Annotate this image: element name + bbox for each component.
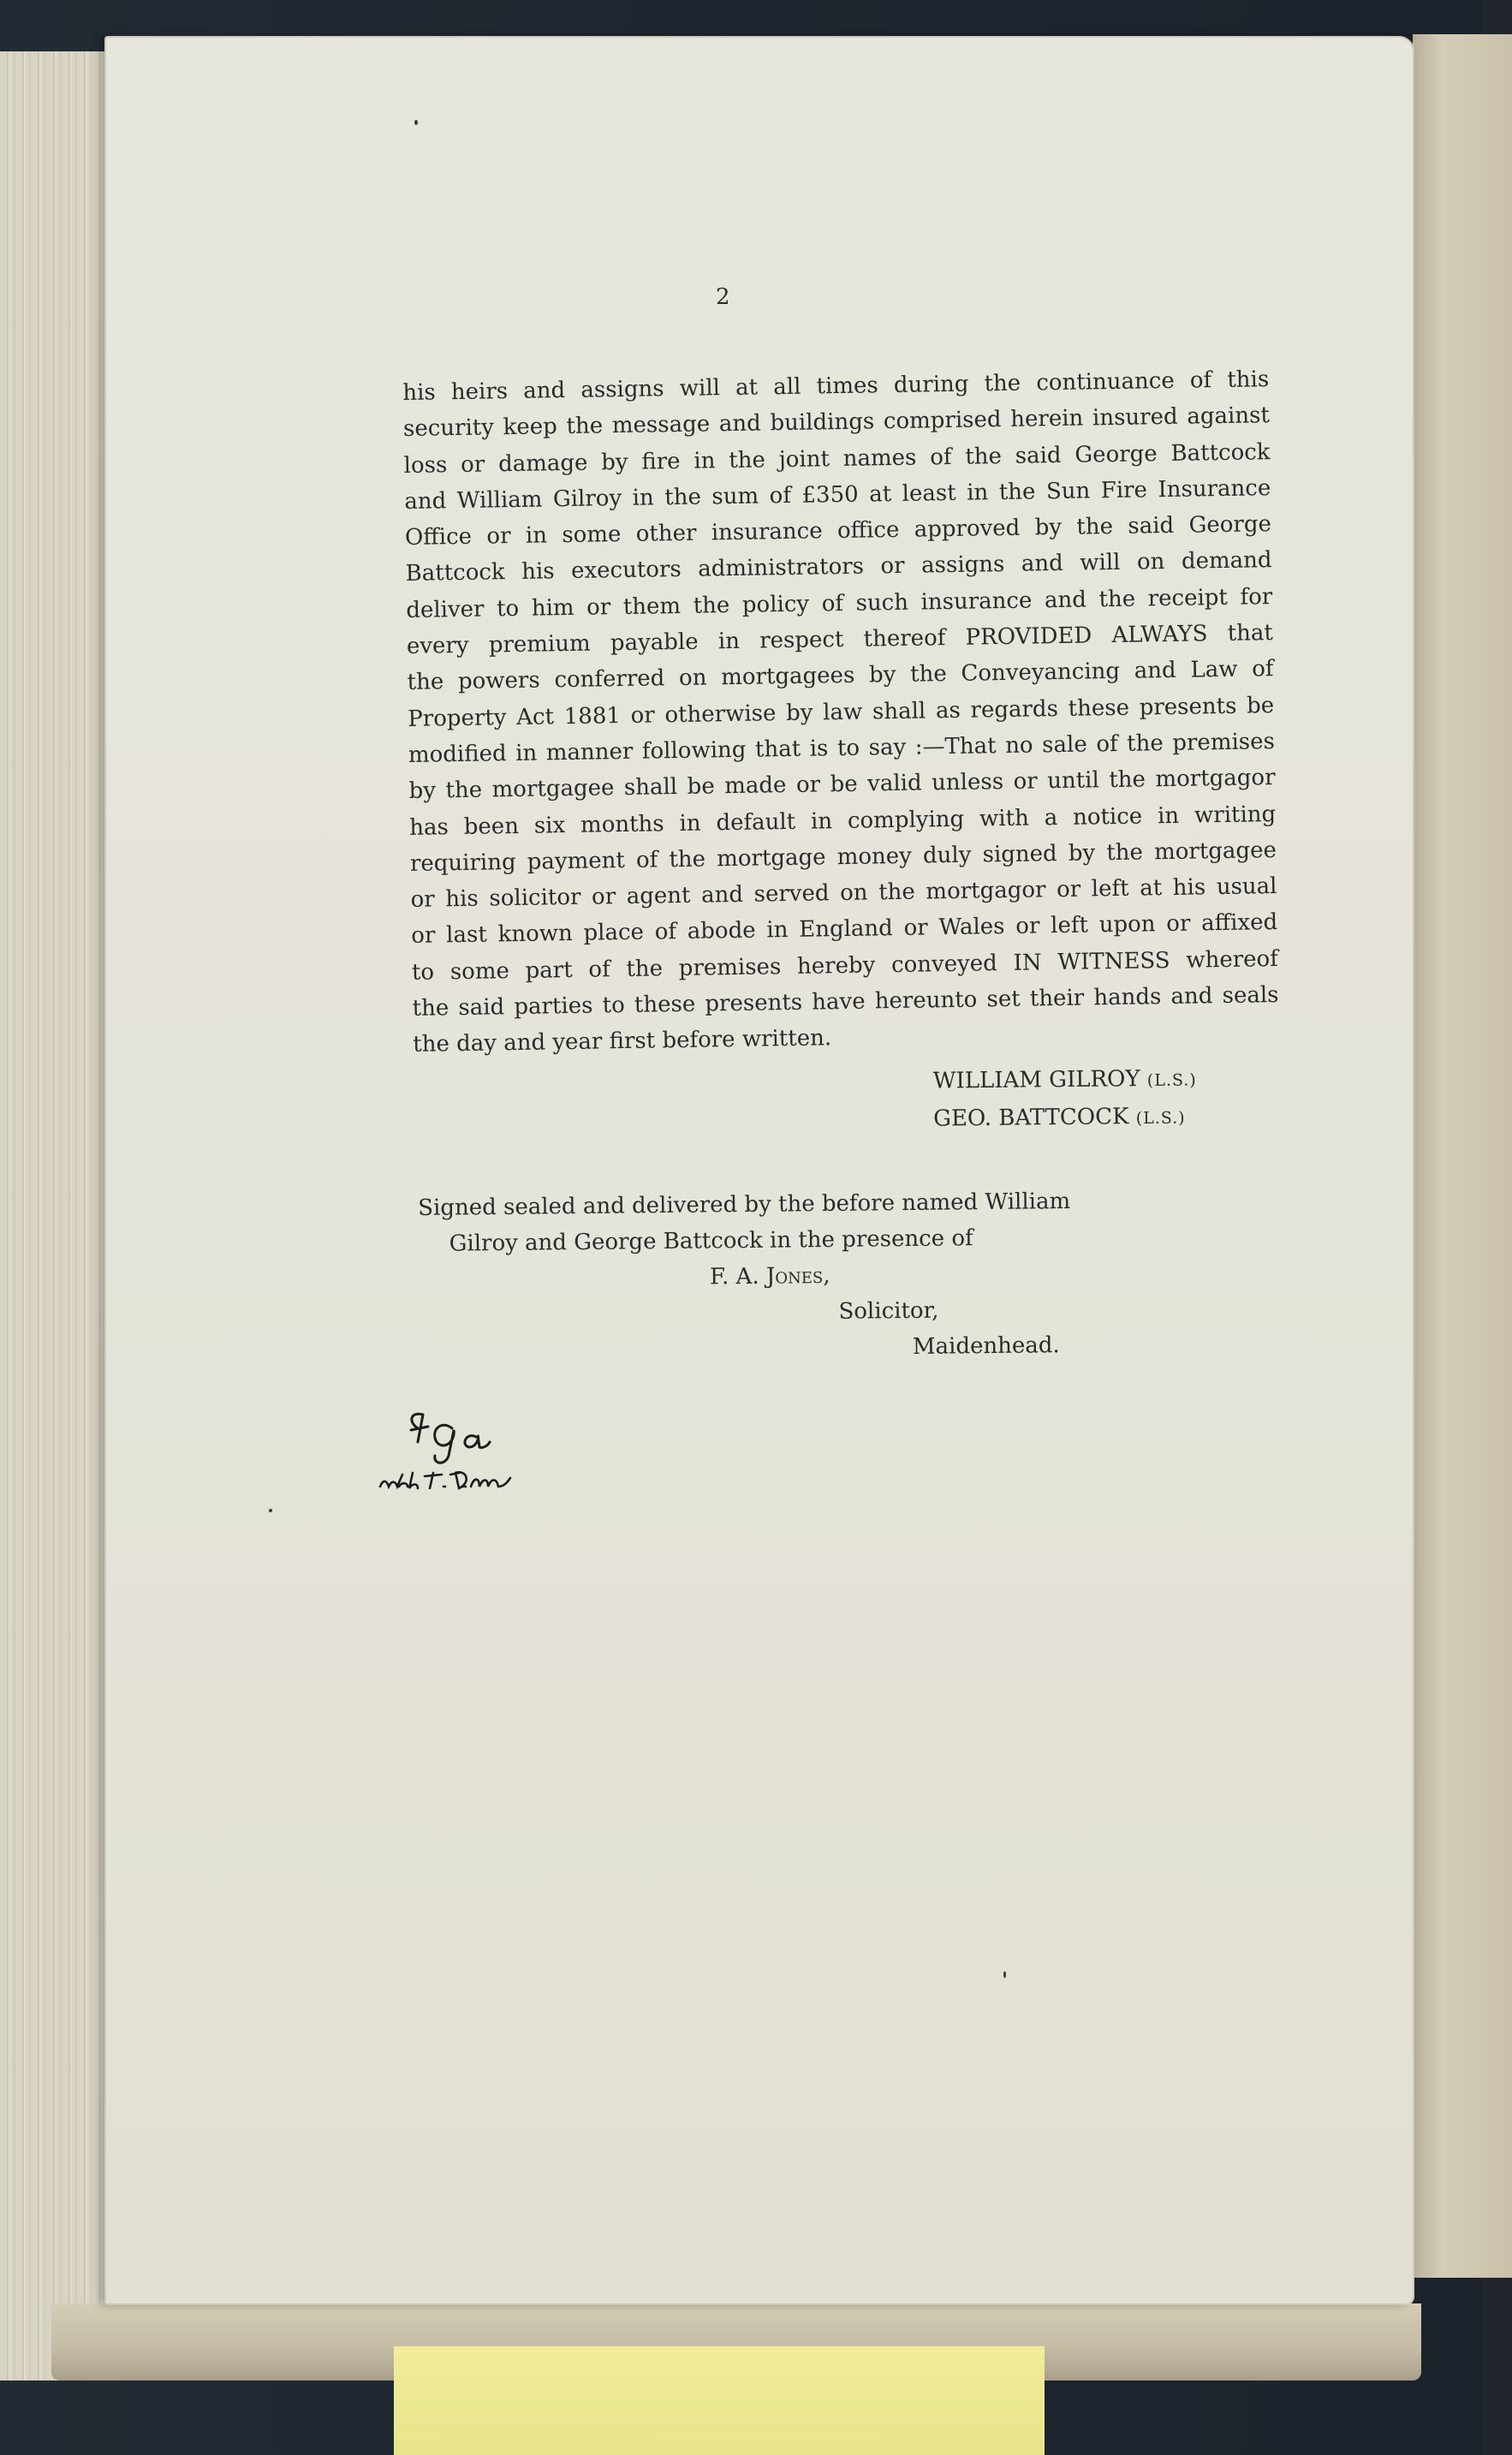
body-line: security keep the message and buildings comprised herein insured against xyxy=(402,402,1271,443)
signatory-name: WILLIAM GILROY xyxy=(932,1066,1140,1094)
body-line: modified in manner following that is to say :—That no sale of the premises xyxy=(408,729,1276,768)
handwritten-annotation xyxy=(373,1387,562,1524)
body-line: his heirs and assigns will at all times during the continuance of this xyxy=(402,366,1270,406)
seal-mark: (L.S.) xyxy=(1146,1070,1197,1090)
body-line: the day and year first before written. xyxy=(413,1025,832,1058)
body-line: or his solicitor or agent and served on the mortgagor or left at his usual xyxy=(410,873,1277,914)
signature-line xyxy=(933,1060,1197,1100)
body-line: Battcock his executors administrators or assigns and will on demand xyxy=(405,547,1272,587)
body-line: deliver to him or them the policy of such insurance and the receipt for xyxy=(406,583,1273,623)
body-line: by the mortgagee shall be made or be valid unless or until the mortgagor xyxy=(408,765,1276,805)
body-line: to some part of the premises hereby conveyed IN WITNESS whereof xyxy=(411,945,1279,986)
attestation-clause xyxy=(418,1183,1072,1370)
body-line: Property Act 1881 or otherwise by law shall as regards these presents be xyxy=(408,692,1275,732)
body-line: the said parties to these presents have hereunto set their hands and seals xyxy=(412,982,1279,1022)
body-line: Office or in some other insurance office approved by the said George xyxy=(404,511,1272,551)
body-line: requiring payment of the mortgage money duly signed by the mortgagee xyxy=(409,837,1277,877)
attestation-line: Gilroy and George Battcock in the presence of xyxy=(449,1225,973,1257)
signature-block xyxy=(933,1060,1198,1138)
witness-title: Solicitor, xyxy=(838,1297,939,1325)
body-line: and William Gilroy in the sum of £350 at least in the Sun Fire Insurance xyxy=(404,474,1271,515)
yellow-tab xyxy=(394,2346,1045,2455)
body-line: the powers conferred on mortgagees by the Conveyancing and Law of xyxy=(407,656,1274,696)
attestation-line: Signed sealed and delivered by the before named William xyxy=(418,1189,1071,1221)
witness-name: F. A. Jones, xyxy=(709,1262,830,1290)
paper-speck xyxy=(414,120,418,125)
signatory-name: GEO. BATTCOCK xyxy=(933,1104,1129,1132)
body-line: loss or damage by fire in the joint names of the said George Battcock xyxy=(403,438,1271,479)
signature-line xyxy=(933,1098,1197,1138)
body-line: or last known place of abode in England or Wales or left upon or affixed xyxy=(411,909,1278,950)
seal-mark: (L.S.) xyxy=(1135,1108,1186,1129)
body-line: has been six months in default in complying with a notice in writing xyxy=(409,801,1277,841)
witness-place: Maidenhead. xyxy=(912,1332,1060,1360)
paper-speck xyxy=(269,1509,272,1512)
body-line: every premium payable in respect thereof PROVIDED ALWAYS that xyxy=(406,620,1274,660)
body-text xyxy=(402,360,1397,1064)
paper-speck xyxy=(1003,1971,1006,1978)
adjacent-page-edge xyxy=(1413,34,1512,2278)
page-number: 2 xyxy=(716,284,730,310)
